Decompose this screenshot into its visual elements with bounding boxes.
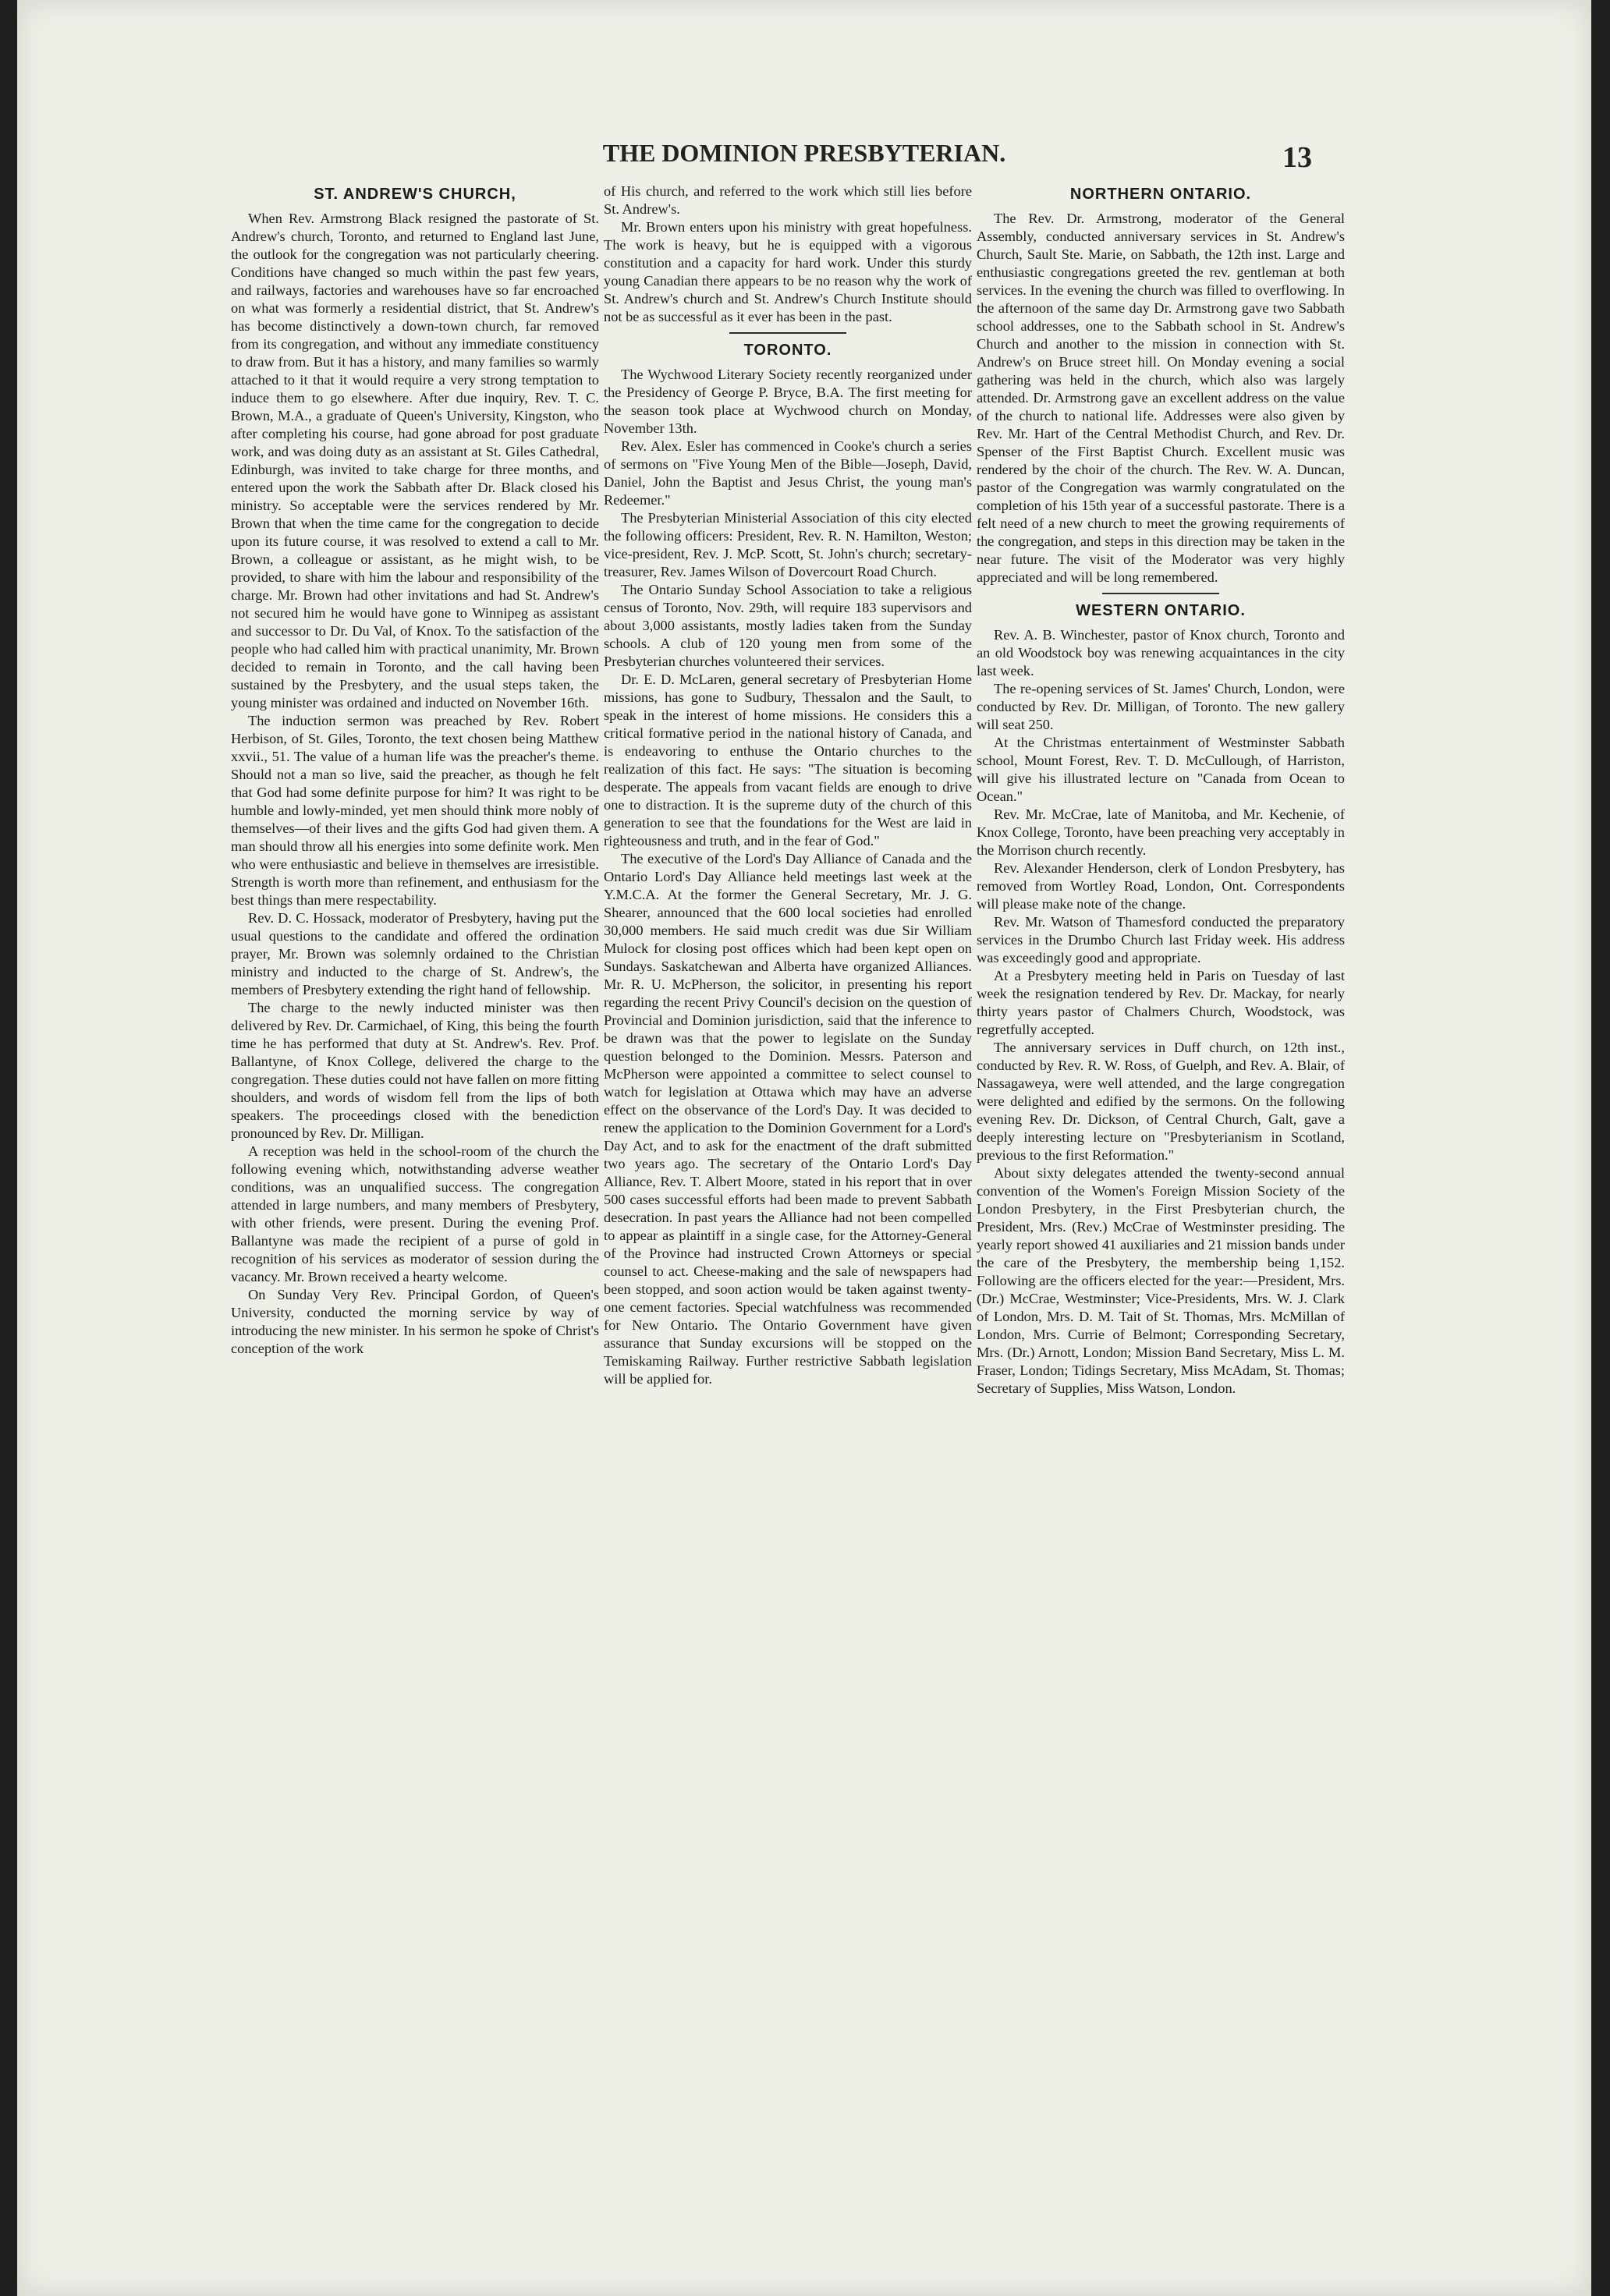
article-paragraph: Dr. E. D. McLaren, general secretary of Presbyterian Home missions, has gone to Sudbury, Thessalon and the Sault, to speak in the interest of home missions. He considers this a critical formative period in the national history of Canada, and is endeavoring to enthuse the Ontario churches to the realization of this fact. He says: "The situation is becoming desperate. The appeals from vacant fields are enough to drive one to distraction. It is the supreme duty of the church of this generation to see that the foundations for the West are laid in righteousness and truth, and in the fear of God.": [604, 671, 972, 849]
article-paragraph: Rev. Alex. Esler has commenced in Cooke's church a series of sermons on "Five Young Men of the Bible—Joseph, David, Daniel, John the Baptist and Jesus Christ, the young man's Redeemer.": [604, 438, 972, 508]
section-heading: TORONTO.: [743, 342, 832, 359]
article-paragraph: The executive of the Lord's Day Alliance of Canada and the Ontario Lord's Day Alliance held meetings last week at the Y.M.C.A. At the former the General Secretary, Mr. J. G. Shearer, announced that the 600 local societies had enrolled 30,000 members. He said much credit was due Sir William Mulock for closing post offices which had been kept open on Sundays. Saskatchewan and Alberta have organized Alliances. Mr. R. U. McPherson, the solicitor, in presenting his report regarding the recent Privy Council's decision on the question of Provincial and Dominion jurisdiction, said that the inference to be drawn was that the power to legislate on the Sunday question belonged to the Dominion. Messrs. Paterson and McPherson were appointed a committee to select counsel to watch for legislation at Ottawa which may have an adverse effect on the observance of the Lord's Day. It was decided to renew the application to the Dominion Government for a Lord's Day Act, and to ask for the enactment of the draft submitted two years ago. The secretary of the Ontario Lord's Day Alliance, Rev. T. Albert Moore, stated in his report that in over 500 cases successful efforts had been made to prevent Sabbath desecration. In past years the Alliance had not been compelled to appear as plaintiff in a single case, for the Attorney-General of the Province had instructed Crown Attorneys or special counsel to act. Cheese-making and the sale of newspapers had been stopped, and soon action would be taken against twenty-one cement factories. Special watchfulness was recommended for New Ontario. The Ontario Government have given assurance that Sunday excursions will be stopped on the Temiskaming Railway. Further restrictive Sabbath legislation will be applied for.: [604, 851, 972, 1387]
column-3: [977, 182, 1345, 2273]
newspaper-page: [17, 0, 1591, 2296]
article-paragraph: At the Christmas entertainment of Westminster Sabbath school, Mount Forest, Rev. T. D. McCullough, of Harriston, will give his illustrated lecture on "Canada from Ocean to Ocean.": [977, 735, 1345, 804]
section-divider: [729, 332, 846, 334]
article-paragraph: Rev. Mr. Watson of Thamesford conducted the preparatory services in the Drumbo Church last Friday week. His address was exceedingly good and appropriate.: [977, 914, 1345, 966]
article-paragraph: At a Presbytery meeting held in Paris on Tuesday of last week the resignation tendered by Rev. Dr. Mackay, for nearly thirty years pastor of Chalmers Church, Woodstock, was regretfully accepted.: [977, 968, 1345, 1037]
article-paragraph: The charge to the newly inducted minister was then delivered by Rev. Dr. Carmichael, of King, this being the fourth time he has performed that duty at St. Andrew's. Rev. Prof. Ballantyne, of Knox College, delivered the charge to the congregation. These duties could not have fallen on more fitting shoulders, and words of wisdom fell from the lips of both speakers. The proceedings closed with the benediction pronounced by Rev. Dr. Milligan.: [231, 1000, 599, 1141]
article-paragraph: When Rev. Armstrong Black resigned the pastorate of St. Andrew's church, Toronto, and returned to England last June, the outlook for the congregation was not particularly cheering. Conditions have changed so much within the past few years, and railways, factories and warehouses have so far encroached on what was formerly a residential district, that St. Andrew's has become distinctively a down-town church, far removed from its congregation, and without any immediate constituency to draw from. But it has a history, and many families so warmly attached to it that it would require a very strong temptation to induce them to go elsewhere. After due inquiry, Rev. T. C. Brown, M.A., a graduate of Queen's University, Kingston, who after completing his course, had gone abroad for post graduate work, and was doing duty as an assistant at St. Giles Cathedral, Edinburgh, was invited to take charge for three months, and entered upon the work the Sabbath after Dr. Black closed his ministry. So acceptable were the services rendered by Mr. Brown that when the time came for the congregation to decide upon its future course, it was resolved to extend a call to Mr. Brown, a colleague or assistant, as he might wish, to be provided, to share with him the labour and responsibility of the charge. Mr. Brown had other invitations and had St. Andrew's not secured him he would have gone to Winnipeg as assistant and successor to Dr. Du Val, of Knox. To the satisfaction of the people who had called him with practical unanimity, Mr. Brown decided to remain in Toronto, and the call having been sustained by the Presbytery, and the usual steps taken, the young minister was ordained and inducted on November 16th.: [231, 211, 599, 710]
article-paragraph: The Wychwood Literary Society recently reorganized under the Presidency of George P. Bryce, B.A. The first meeting for the season took place at Wychwood church on Monday, November 13th.: [604, 367, 972, 436]
section-heading: NORTHERN ONTARIO.: [1069, 186, 1252, 203]
article-paragraph: The induction sermon was preached by Rev. Robert Herbison, of St. Giles, Toronto, the text chosen being Matthew xxvii., 51. The value of a human life was the preacher's theme. Should not a man so live, said the preacher, as though he felt that God had some definite purpose for him? It was right to be humble and lowly-minded, yet men should think more nobly of themselves—of their lives and the gifts God had given them. A man should throw all his energies into some definite work. Men who were enthusiastic and believe in themselves are irresistible. Strength is worth more than refinement, and enthusiasm for the best things than mere respectability.: [231, 713, 599, 908]
article-paragraph: A reception was held in the school-room of the church the following evening which, notwithstanding adverse weather conditions, was an unqualified success. The congregation attended in large numbers, and many members of Presbytery, with other friends, were present. During the evening Prof. Ballantyne was made the recipient of a purse of gold in recognition of his services as moderator of session during the vacancy. Mr. Brown received a hearty welcome.: [231, 1143, 599, 1284]
article-paragraph: On Sunday Very Rev. Principal Gordon, of Queen's University, conducted the morning service by way of introducing the new minister. In his sermon he spoke of Christ's conception of the work: [231, 1287, 599, 1356]
article-paragraph: Rev. Mr. McCrae, late of Manitoba, and Mr. Kechenie, of Knox College, Toronto, have been preaching very acceptably in the Morrison church recently.: [977, 806, 1345, 858]
article-paragraph: The Ontario Sunday School Association to take a religious census of Toronto, Nov. 29th, will require 183 supervisors and about 3,000 assistants, mostly ladies taken from the Sunday schools. A club of 120 young men from some of the Presbyterian churches volunteered their services.: [604, 582, 972, 669]
article-paragraph: Rev. D. C. Hossack, moderator of Presbytery, having put the usual questions to the candidate and offered the ordination prayer, Mr. Brown was solemnly ordained to the Christian ministry and inducted to the charge of St. Andrew's, the members of Presbytery extending the right hand of fellowship.: [231, 910, 599, 997]
column-1: [231, 182, 599, 2273]
article-paragraph: About sixty delegates attended the twenty-second annual convention of the Women's Foreign Mission Society of the London Presbytery, in the First Presbyterian church, the President, Mrs. (Rev.) McCrae of Westminster presiding. The yearly report showed 41 auxiliaries and 21 mission bands under the care of the Presbytery, the membership being 1,152. Following are the officers elected for the year:—President, Mrs. (Dr.) McCrae, Westminster; Vice-Presidents, Mrs. W. J. Clark of London, Mrs. D. M. Tait of St. Thomas, Mrs. McMillan of London, Mrs. Currie of Belmont; Corresponding Secretary, Mrs. (Dr.) Arnott, London; Mission Band Secretary, Miss L. M. Fraser, London; Tidings Secretary, Miss McAdam, St. Thomas; Secretary of Supplies, Miss Watson, London.: [977, 1165, 1345, 1396]
article-paragraph: The anniversary services in Duff church, on 12th inst., conducted by Rev. R. W. Ross, of Guelph, and Rev. A. Blair, of Nassagaweya, were well attended, and the large congregation were delighted and edified by the sermons. On the following evening Rev. Dr. Dickson, of Central Church, Galt, gave a deeply interesting lecture on "Presbyterianism in Scotland, previous to the first Reformation.": [977, 1040, 1345, 1163]
article-paragraph: of His church, and referred to the work which still lies before St. Andrew's.: [604, 183, 972, 217]
article-paragraph: Mr. Brown enters upon his ministry with great hopefulness. The work is heavy, but he is equipped with a vigorous constitution and a capacity for hard work. Under this sturdy young Canadian there appears to be no reason why the work of St. Andrew's church and St. Andrew's Church Institute should not be as successful as it ever has been in the past.: [604, 219, 972, 324]
article-paragraph: Rev. A. B. Winchester, pastor of Knox church, Toronto and an old Woodstock boy was renewing acquaintances in the city last week.: [977, 627, 1345, 679]
column-2: [604, 182, 972, 2273]
section-heading: WESTERN ONTARIO.: [1076, 602, 1246, 619]
article-paragraph: The re-opening services of St. James' Church, London, were conducted by Rev. Dr. Milligan, of Toronto. The new gallery will seat 250.: [977, 681, 1345, 732]
masthead-title: THE DOMINION PRESBYTERIAN.: [602, 139, 1006, 167]
article-paragraph: The Rev. Dr. Armstrong, moderator of the General Assembly, conducted anniversary services in St. Andrew's Church, Sault Ste. Marie, on Sabbath, the 12th inst. Large and enthusiastic congregations greeted the rev. gentleman at both services. In the evening the church was filled to overflowing. In the afternoon of the same day Dr. Armstrong gave two Sabbath school addresses, one to the Sabbath school in St. Andrew's Church and another to the mission in connection with St. Andrew's on Bruce street hill. On Monday evening a social gathering was held in the church, which also was largely attended. Dr. Armstrong gave an excellent address on the value of the church to national life. Addresses were also given by Rev. Mr. Hart of the Central Methodist Church, and Rev. Dr. Spenser of the First Baptist Church. Excellent music was rendered by the choir of the church. The Rev. W. A. Duncan, pastor of the Congregation was warmly congratulated on the completion of his 15th year of a successful pastorate. There is a felt need of a new church to meet the growing requirements of the congregation, and steps in this direction may be taken in the near future. The visit of the Moderator was very highly appreciated and will be long remembered.: [977, 211, 1345, 585]
section-divider: [1102, 593, 1219, 594]
article-paragraph: Rev. Alexander Henderson, clerk of London Presbytery, has removed from Wortley Road, London, Ont. Correspondents will please make note of the change.: [977, 860, 1345, 912]
page-number: 13: [1282, 141, 1312, 174]
article-paragraph: The Presbyterian Ministerial Association of this city elected the following officers: President, Rev. R. N. Hamilton, Weston; vice-president, Rev. J. McP. Scott, St. John's church; secretary-treasurer, Rev. James Wilson of Dovercourt Road Church.: [604, 510, 972, 579]
section-heading: ST. ANDREW'S CHURCH,: [314, 186, 516, 203]
